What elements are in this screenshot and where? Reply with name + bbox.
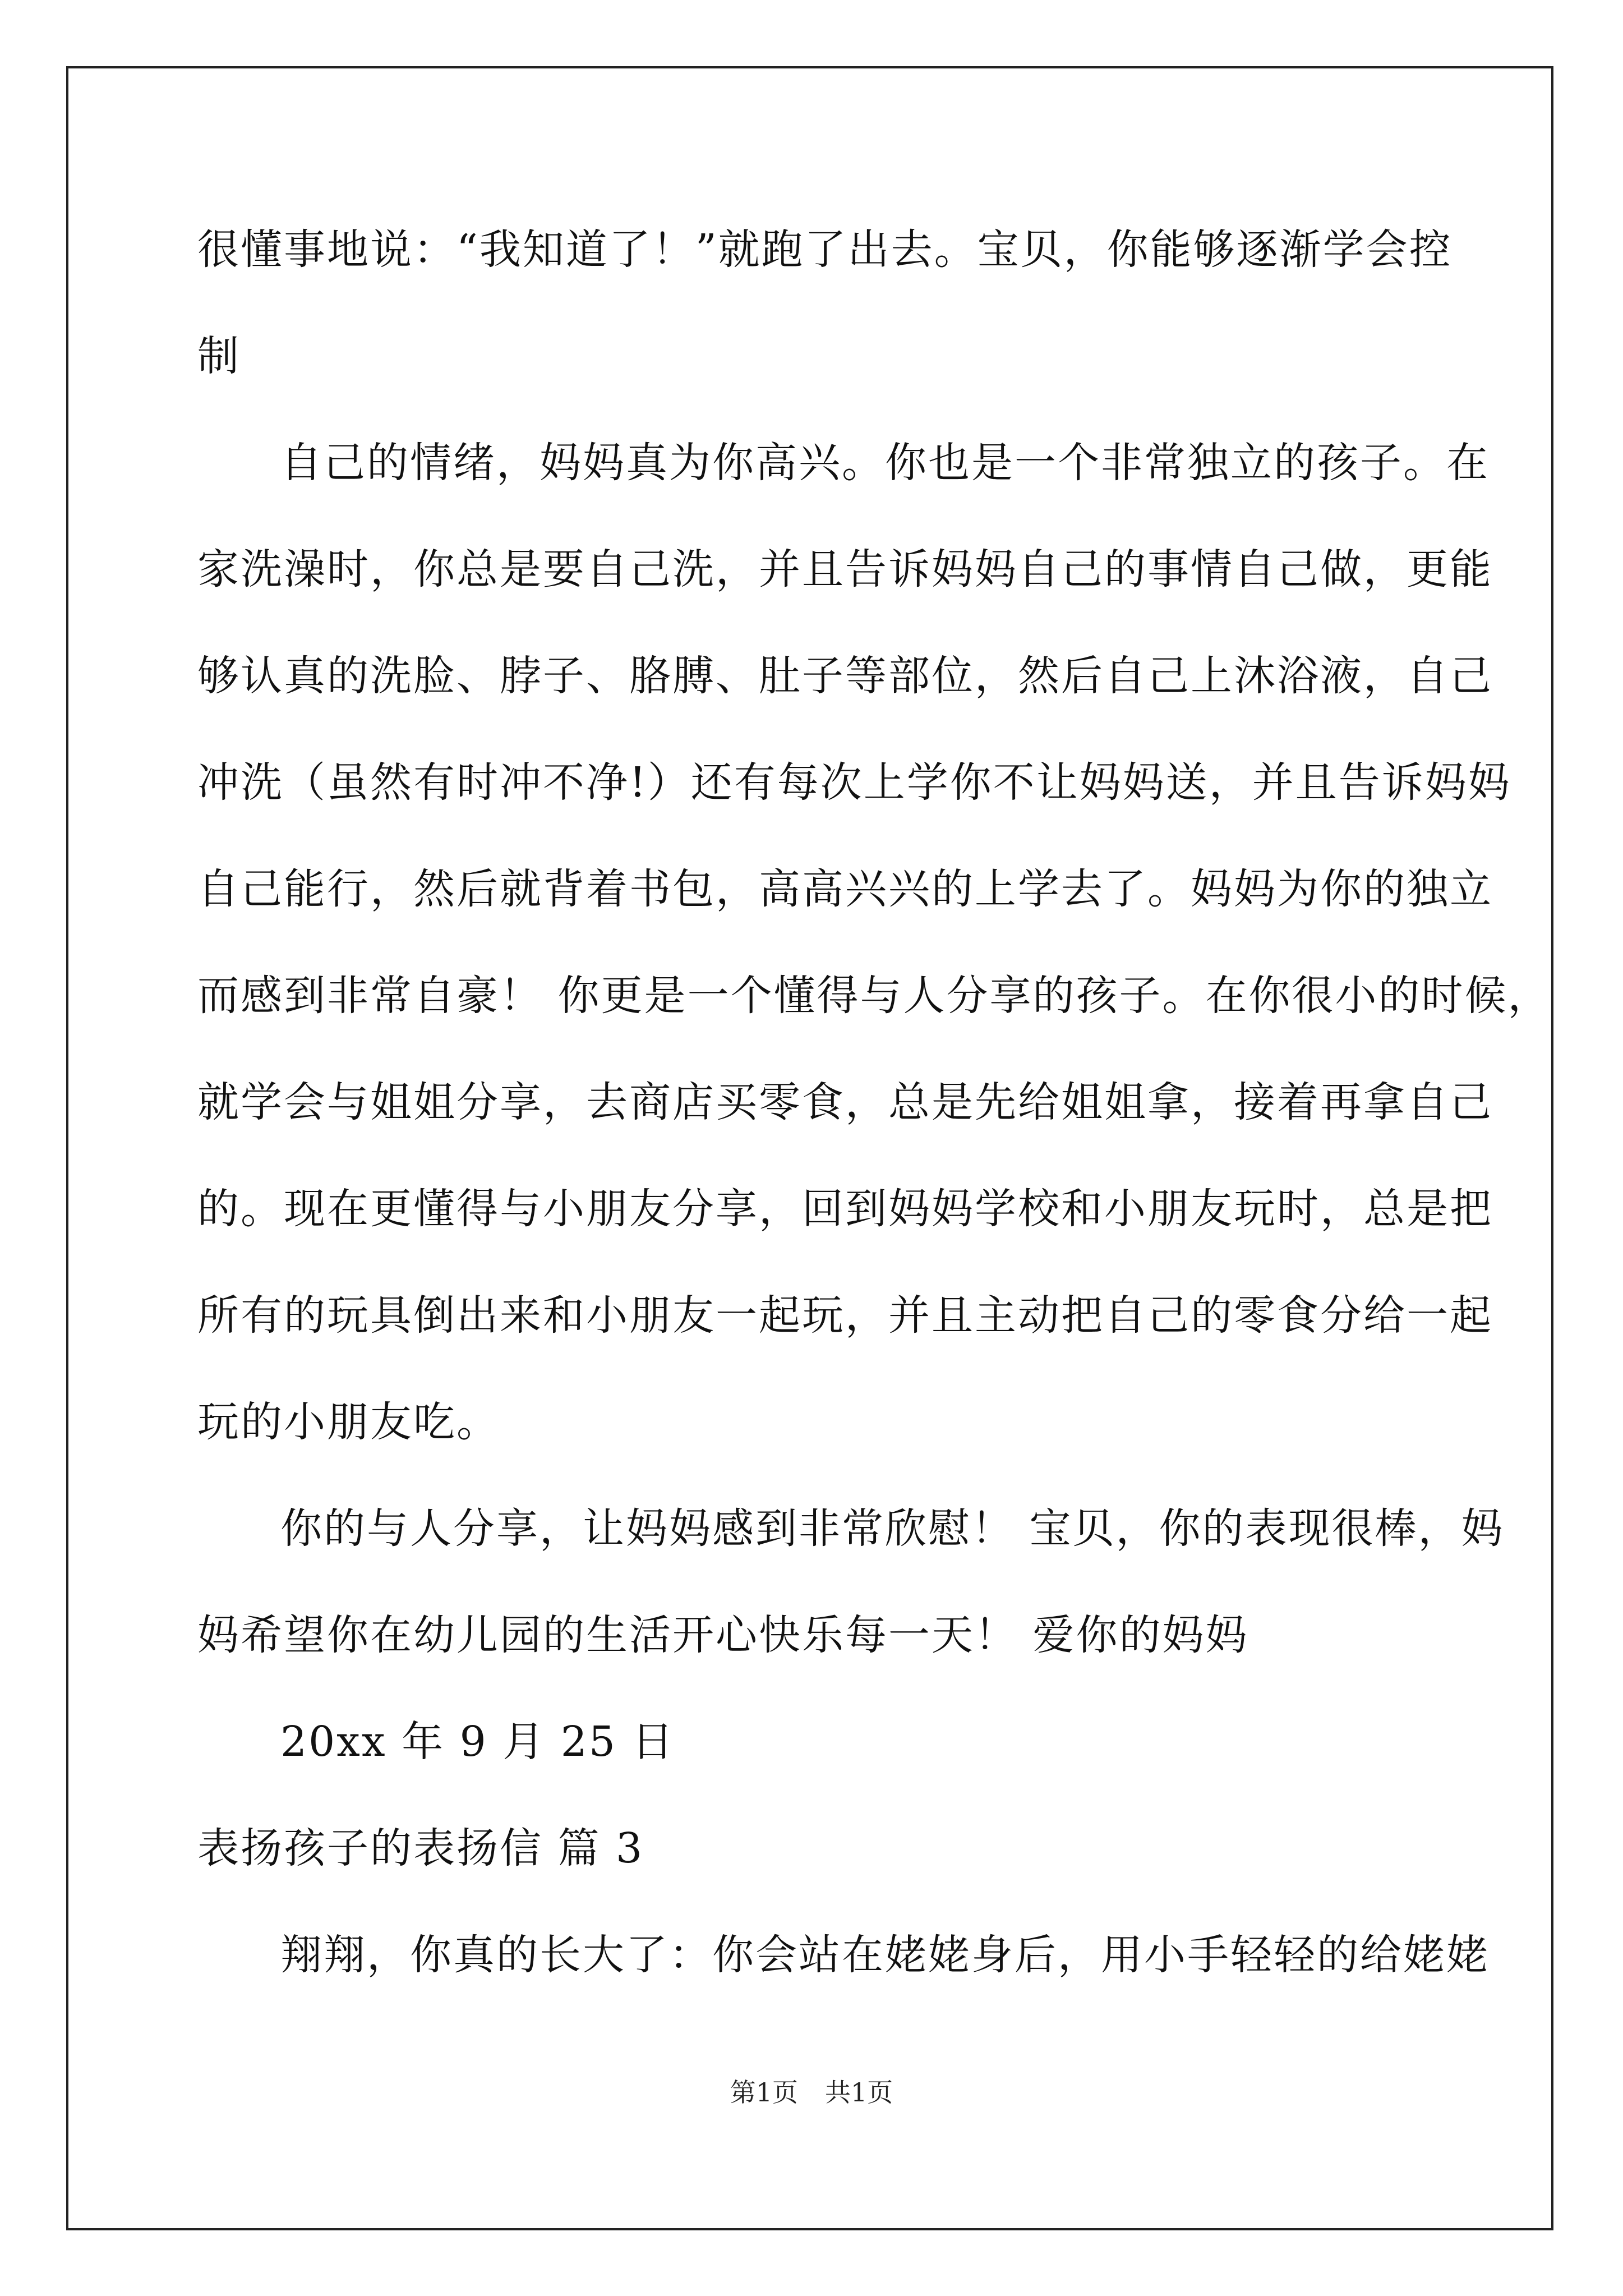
body-line-3: 自己的情绪，妈妈真为你高兴。你也是一个非常独立的孩子。在 xyxy=(280,439,1490,487)
body-line-1: 很懂事地说：“我知道了！”就跑了出去。宝贝，你能够逐渐学会控 xyxy=(197,226,1453,274)
body-line-14: 妈希望你在幼儿园的生活开心快乐每一天！ 爱你的妈妈 xyxy=(197,1611,1249,1659)
page-footer xyxy=(0,2076,1623,2109)
body-line-12: 玩的小朋友吃。 xyxy=(197,1398,500,1446)
body-line-2: 制 xyxy=(197,332,241,380)
body-line-13: 你的与人分享，让妈妈感到非常欣慰！ 宝贝，你的表现很棒，妈 xyxy=(280,1504,1505,1553)
body-line-4: 家洗澡时，你总是要自己洗，并且告诉妈妈自己的事情自己做，更能 xyxy=(197,545,1493,593)
section-heading: 表扬孩子的表扬信 篇 3 xyxy=(197,1824,644,1872)
body-line-15: 翔翔，你真的长大了：你会站在姥姥身后，用小手轻轻的给姥姥 xyxy=(280,1931,1490,1979)
page-number: 第1页 xyxy=(730,2077,798,2108)
body-line-9: 就学会与姐姐分享，去商店买零食，总是先给姐姐拿，接着再拿自己 xyxy=(197,1078,1493,1126)
body-line-7: 自己能行，然后就背着书包，高高兴兴的上学去了。妈妈为你的独立 xyxy=(197,865,1493,913)
body-line-5: 够认真的洗脸、脖子、胳膊、肚子等部位，然后自己上沐浴液，自己 xyxy=(197,652,1493,700)
body-line-8: 而感到非常自豪！ 你更是一个懂得与人分享的孩子。在你很小的时候， xyxy=(197,972,1551,1020)
page-total: 共1页 xyxy=(825,2077,893,2108)
body-line-10: 的。现在更懂得与小朋友分享，回到妈妈学校和小朋友玩时，总是把 xyxy=(197,1185,1493,1233)
body-line-11: 所有的玩具倒出来和小朋友一起玩，并且主动把自己的零食分给一起 xyxy=(197,1291,1493,1340)
letter-date: 20xx 年 9 月 25 日 xyxy=(280,1718,675,1766)
page-border xyxy=(66,66,1553,2230)
body-line-6: 冲洗（虽然有时冲不净!）还有每次上学你不让妈妈送，并且告诉妈妈 xyxy=(197,758,1511,807)
